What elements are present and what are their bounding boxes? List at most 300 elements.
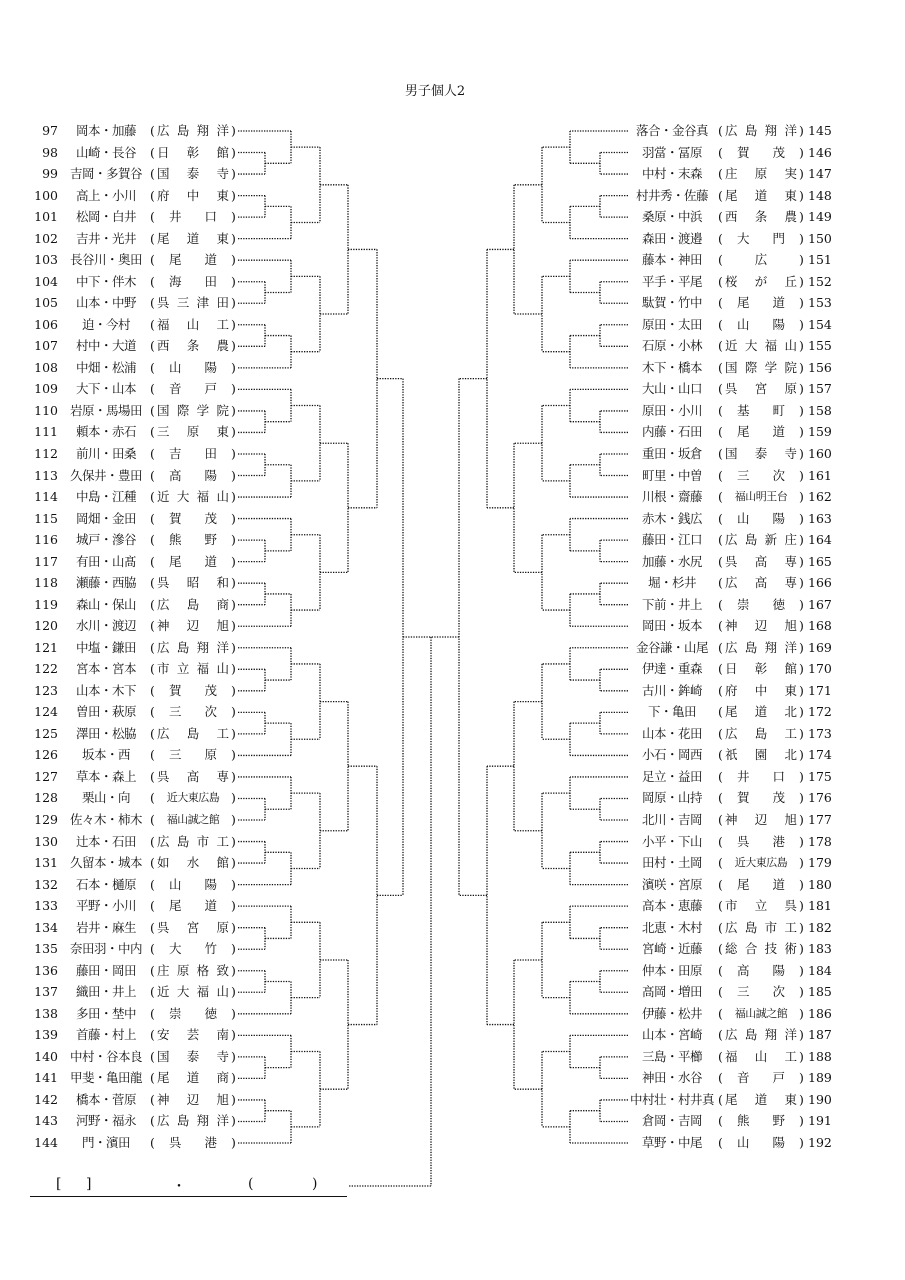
school-name-text: 近大東広島 (734, 856, 788, 870)
player-names: 仲本・田原 (641, 962, 702, 978)
entry-number: 158 (808, 402, 832, 418)
paren-open: ( (150, 1005, 155, 1021)
player-names: 水川・渡辺 (75, 618, 136, 634)
school-name-text: 広島翔洋 (725, 1027, 797, 1043)
player-names: 大山・山口 (641, 381, 702, 397)
player-names: 加藤・水尻 (641, 553, 702, 569)
school-name-text: 広島翔洋 (725, 639, 797, 655)
school-name-text: 崇徳 (737, 596, 785, 612)
school-name-text: 如水館 (157, 855, 229, 871)
paren-close: ) (231, 941, 236, 957)
entry-number: 148 (808, 187, 832, 203)
school-name-text: 尾道 (737, 295, 785, 311)
paren-close: ) (231, 1005, 236, 1021)
player-names: 山本・中野 (75, 295, 136, 311)
entry-number: 135 (34, 941, 58, 957)
paren-open: ( (718, 768, 723, 784)
paren-close: ) (231, 575, 236, 591)
paren-close: ) (799, 553, 804, 569)
entry-number: 101 (34, 209, 58, 225)
entry-number: 164 (808, 532, 832, 548)
paren-open: ( (718, 402, 723, 418)
school-name-text: 近大福山 (157, 984, 229, 1000)
entry-number: 97 (42, 123, 58, 138)
entry-number: 191 (808, 1113, 832, 1129)
player-names: 岡本・加藤 (75, 123, 136, 138)
school-name-text: 尾道 (169, 898, 217, 914)
paren-open: ( (150, 575, 155, 591)
school-name-text: 海田 (169, 273, 217, 289)
player-names: 村井秀・佐藤 (635, 187, 708, 203)
paren-close: ) (799, 532, 804, 548)
paren-close: ) (231, 682, 236, 698)
paren-open: ( (150, 661, 155, 677)
paren-open: ( (150, 855, 155, 871)
player-names: 城戸・滲谷 (75, 532, 136, 548)
school-name-text: 山陽 (169, 876, 217, 892)
player-names: 原田・太田 (641, 316, 702, 332)
paren-open: ( (718, 618, 723, 634)
paren-close: ) (799, 596, 804, 612)
school-name-text: 井口 (169, 209, 217, 225)
paren-close: ) (231, 1113, 236, 1129)
entry-number: 123 (34, 682, 58, 698)
school-name-text: 賀茂 (737, 790, 785, 806)
paren-open: ( (150, 768, 155, 784)
school-name-text: 国際学院 (157, 402, 229, 418)
paren-open: ( (718, 553, 723, 569)
player-names: 羽當・冨原 (641, 144, 702, 160)
player-names: 有田・山髙 (75, 553, 136, 569)
paren-open: ( (150, 230, 155, 246)
player-names: 坂本・西 (81, 747, 130, 763)
paren-close: ) (231, 1027, 236, 1043)
player-names: 中畑・松浦 (75, 359, 136, 375)
entry-number: 154 (808, 316, 832, 332)
paren-open: ( (150, 639, 155, 655)
player-names: 草本・森上 (75, 768, 136, 784)
paren-open: ( (150, 1113, 155, 1129)
paren-close: ) (231, 273, 236, 289)
player-names: 藤田・岡田 (75, 962, 136, 978)
entry-number: 147 (808, 166, 832, 182)
school-name-text: 三原 (169, 747, 217, 763)
school-name-text: 呉三津田 (157, 295, 229, 311)
paren-close: ) (799, 209, 804, 225)
school-name-text: 呉高専 (157, 768, 229, 784)
entry-number: 162 (808, 489, 832, 505)
entry-number: 152 (808, 273, 832, 289)
paren-close: ) (799, 618, 804, 634)
school-name-text: 福山誠之館 (166, 813, 220, 827)
paren-close: ) (799, 941, 804, 957)
player-names: 佐々木・柿木 (69, 812, 142, 828)
player-names: 大下・山本 (75, 381, 136, 397)
paren-close: ) (799, 682, 804, 698)
school-name-text: 基町 (737, 402, 785, 418)
paren-close: ) (799, 338, 804, 354)
entry-number: 125 (34, 725, 58, 741)
school-name-text: 国際学院 (725, 359, 797, 375)
player-names: 内藤・石田 (641, 424, 702, 440)
entry-number: 174 (808, 747, 832, 763)
school-name-text: 日彰館 (725, 661, 797, 677)
player-names: 奈田羽・中内 (69, 941, 142, 957)
school-name-text: 府中東 (725, 682, 797, 698)
paren-close: ) (799, 855, 804, 871)
player-names: 藤田・江口 (641, 532, 702, 548)
paren-close: ) (231, 984, 236, 1000)
school-name-text: 国泰寺 (157, 1048, 229, 1064)
player-names: 宮本・宮本 (75, 661, 136, 677)
paren-close: ) (231, 381, 236, 397)
entry-number: 130 (34, 833, 58, 849)
paren-open: ( (718, 639, 723, 655)
paren-close: ) (799, 144, 804, 160)
paren-close: ) (231, 230, 236, 246)
school-name-text: 福山明王台 (734, 490, 788, 504)
paren-open: ( (718, 252, 723, 268)
entry-number: 102 (34, 230, 58, 246)
paren-close: ) (799, 639, 804, 655)
paren-open: ( (718, 532, 723, 548)
entry-number: 103 (34, 252, 58, 268)
school-name-text: 市立福山 (157, 661, 229, 677)
entry-number: 166 (808, 575, 832, 591)
player-names: 中村壮・村井真 (629, 1091, 714, 1107)
school-name-text: 広島翔洋 (157, 639, 229, 655)
paren-open: ( (150, 402, 155, 418)
paren-close: ) (799, 166, 804, 182)
paren-close: ) (231, 424, 236, 440)
paren-open: ( (150, 489, 155, 505)
player-names: 岩原・馬場田 (69, 402, 142, 418)
entry-number: 179 (808, 855, 832, 871)
school-name-text: 福山工 (157, 316, 229, 332)
entry-number: 138 (34, 1005, 58, 1021)
winner-seed-close: ] (86, 1176, 92, 1192)
paren-close: ) (231, 1135, 236, 1150)
player-names: 長谷川・奥田 (69, 252, 142, 268)
paren-close: ) (231, 919, 236, 935)
school-name-text: 日彰館 (157, 144, 229, 160)
player-names: 久保井・豊田 (69, 467, 142, 483)
paren-close: ) (799, 187, 804, 203)
entry-number: 131 (34, 855, 58, 871)
winner-separator: ・ (172, 1179, 186, 1195)
player-names: 松岡・白井 (75, 209, 136, 225)
paren-close: ) (799, 1005, 804, 1021)
school-name-text: 賀茂 (169, 682, 217, 698)
paren-close: ) (231, 790, 236, 806)
paren-close: ) (799, 273, 804, 289)
player-names: 神田・水谷 (641, 1070, 702, 1086)
entry-number: 127 (34, 768, 58, 784)
paren-open: ( (718, 812, 723, 828)
paren-open: ( (150, 381, 155, 397)
player-names: 森田・渡邉 (641, 230, 702, 246)
entry-number: 171 (808, 682, 832, 698)
paren-close: ) (799, 1027, 804, 1043)
school-name-text: 井口 (737, 768, 785, 784)
player-names: 石原・小林 (641, 338, 702, 354)
paren-open: ( (718, 941, 723, 957)
entry-number: 118 (34, 575, 58, 591)
paren-close: ) (799, 402, 804, 418)
player-names: 北川・吉岡 (641, 812, 702, 828)
school-name-text: 高陽 (169, 467, 217, 483)
player-names: 高本・恵藤 (641, 898, 702, 914)
paren-open: ( (718, 661, 723, 677)
paren-close: ) (799, 510, 804, 526)
paren-open: ( (718, 316, 723, 332)
player-names: 下・亀田 (647, 704, 696, 720)
paren-close: ) (231, 295, 236, 311)
entry-number: 155 (808, 338, 832, 354)
paren-open: ( (718, 209, 723, 225)
entry-number: 159 (808, 424, 832, 440)
paren-open: ( (718, 704, 723, 720)
school-name-text: 桜が丘 (725, 273, 797, 289)
paren-close: ) (231, 725, 236, 741)
school-name-text: 市立呉 (725, 898, 797, 914)
entry-number: 139 (34, 1027, 58, 1043)
paren-close: ) (799, 747, 804, 763)
winner-seed-open: [ (56, 1176, 62, 1192)
paren-open: ( (718, 359, 723, 375)
school-name-text: 呉宮原 (157, 919, 229, 935)
school-name-text: 神辺旭 (157, 618, 229, 634)
entry-number: 142 (34, 1091, 58, 1107)
winner-paren-open: ( (248, 1176, 254, 1192)
school-name-text: 山陽 (737, 1135, 785, 1150)
entry-number: 177 (808, 812, 832, 828)
player-names: 頼本・赤石 (75, 424, 136, 440)
entry-number: 173 (808, 725, 832, 741)
player-names: 小平・下山 (641, 833, 702, 849)
paren-open: ( (718, 467, 723, 483)
school-name-text: 熊野 (737, 1113, 785, 1129)
paren-open: ( (150, 984, 155, 1000)
paren-close: ) (799, 1070, 804, 1086)
entry-number: 185 (808, 984, 832, 1000)
school-name-text: 呉宮原 (725, 381, 797, 397)
paren-open: ( (718, 273, 723, 289)
paren-open: ( (150, 725, 155, 741)
entry-number: 175 (808, 768, 832, 784)
paren-close: ) (799, 359, 804, 375)
paren-open: ( (150, 166, 155, 182)
school-name-text: 賀茂 (169, 510, 217, 526)
entry-number: 184 (808, 962, 832, 978)
player-names: 古川・鉾崎 (641, 682, 702, 698)
school-name-text: 広島翔洋 (157, 1113, 229, 1129)
winner-paren-close: ) (312, 1176, 318, 1192)
player-names: 前川・田桑 (75, 445, 136, 461)
school-name-text: 尾道東 (725, 1091, 797, 1107)
player-names: 澤田・松脇 (75, 725, 136, 741)
player-names: 迫・今村 (81, 316, 130, 332)
paren-close: ) (799, 962, 804, 978)
paren-open: ( (718, 898, 723, 914)
paren-open: ( (150, 467, 155, 483)
paren-close: ) (799, 252, 804, 268)
paren-open: ( (150, 812, 155, 828)
paren-open: ( (718, 123, 723, 138)
player-names: 高上・小川 (75, 187, 136, 203)
player-names: 赤木・銭広 (641, 510, 702, 526)
paren-open: ( (718, 855, 723, 871)
school-name-text: 呉港 (169, 1135, 217, 1150)
paren-close: ) (231, 359, 236, 375)
paren-open: ( (718, 1113, 723, 1129)
player-names: 瀬藤・西脇 (75, 575, 136, 591)
player-names: 村中・大道 (75, 338, 136, 354)
entry-number: 100 (34, 187, 58, 203)
school-name-text: 高陽 (737, 962, 785, 978)
paren-open: ( (150, 144, 155, 160)
entry-number: 189 (808, 1070, 832, 1086)
paren-close: ) (231, 596, 236, 612)
paren-close: ) (231, 855, 236, 871)
paren-open: ( (150, 704, 155, 720)
player-names: 高岡・増田 (641, 984, 702, 1000)
school-name-text: 吉田 (169, 445, 217, 461)
paren-close: ) (799, 661, 804, 677)
player-names: 多田・埜中 (75, 1005, 136, 1021)
player-names: 原田・小川 (641, 402, 702, 418)
paren-close: ) (231, 445, 236, 461)
winner-line (30, 1176, 347, 1197)
school-name-text: 広島商 (157, 596, 229, 612)
player-names: 石本・樋原 (75, 876, 136, 892)
paren-open: ( (718, 187, 723, 203)
paren-open: ( (150, 553, 155, 569)
paren-open: ( (718, 682, 723, 698)
paren-close: ) (799, 812, 804, 828)
paren-open: ( (150, 187, 155, 203)
paren-close: ) (799, 489, 804, 505)
paren-open: ( (150, 316, 155, 332)
paren-open: ( (150, 359, 155, 375)
entry-number: 151 (808, 252, 832, 268)
player-names: 駄賀・竹中 (641, 295, 702, 311)
entry-number: 163 (808, 510, 832, 526)
paren-open: ( (718, 1091, 723, 1107)
entry-number: 144 (34, 1135, 58, 1150)
entry-number: 133 (34, 898, 58, 914)
player-names: 岡畑・金田 (75, 510, 136, 526)
page-title: 男子個人2 (404, 84, 466, 99)
player-names: 中村・谷本良 (69, 1048, 142, 1064)
paren-close: ) (799, 898, 804, 914)
player-names: 堀・杉井 (647, 575, 696, 591)
school-name-text: 大門 (737, 230, 785, 246)
paren-close: ) (231, 618, 236, 634)
paren-close: ) (799, 1048, 804, 1064)
player-names: 門・濱田 (81, 1135, 130, 1150)
entry-number: 128 (34, 790, 58, 806)
school-name-text: 広島翔洋 (725, 123, 797, 138)
school-name-text: 尾道東 (157, 230, 229, 246)
school-name-text: 庄原格致 (157, 962, 229, 978)
player-names: 伊達・重森 (641, 661, 702, 677)
school-name-text: 音戸 (169, 381, 217, 397)
school-name-text: 尾道 (737, 876, 785, 892)
paren-open: ( (150, 445, 155, 461)
paren-close: ) (231, 402, 236, 418)
paren-open: ( (150, 919, 155, 935)
school-name-text: 広 (754, 252, 768, 268)
paren-open: ( (150, 941, 155, 957)
school-name-text: 西条農 (157, 338, 229, 354)
paren-close: ) (799, 984, 804, 1000)
entry-number: 192 (808, 1135, 832, 1150)
paren-close: ) (799, 725, 804, 741)
player-names: 田村・土岡 (641, 855, 702, 871)
player-names: 伊藤・松井 (641, 1005, 702, 1021)
player-names: 平手・平尾 (641, 273, 702, 289)
player-names: 岡原・山持 (641, 790, 702, 806)
player-names: 久留本・城本 (69, 855, 142, 871)
player-names: 藤本・神田 (641, 252, 702, 268)
entry-number: 121 (34, 639, 58, 655)
entry-number: 180 (808, 876, 832, 892)
paren-close: ) (799, 704, 804, 720)
paren-open: ( (150, 338, 155, 354)
paren-close: ) (231, 338, 236, 354)
school-name-text: 祇園北 (725, 747, 797, 763)
paren-open: ( (150, 532, 155, 548)
paren-open: ( (718, 919, 723, 935)
entry-number: 170 (808, 661, 832, 677)
entry-number: 111 (34, 424, 58, 440)
paren-open: ( (150, 1070, 155, 1086)
player-names: 栗山・向 (81, 790, 130, 806)
paren-close: ) (231, 187, 236, 203)
paren-open: ( (718, 230, 723, 246)
school-name-text: 呉昭和 (157, 575, 229, 591)
player-names: 森山・保山 (75, 596, 136, 612)
paren-open: ( (718, 489, 723, 505)
school-name-text: 大竹 (169, 941, 217, 957)
player-names: 倉岡・吉岡 (641, 1113, 702, 1129)
school-name-text: 福山工 (725, 1048, 797, 1064)
player-names: 宮崎・近藤 (641, 941, 702, 957)
school-name-text: 呉高専 (725, 553, 797, 569)
school-name-text: 崇徳 (169, 1005, 217, 1021)
paren-close: ) (231, 144, 236, 160)
player-names: 吉井・光井 (75, 230, 136, 246)
school-name-text: 山陽 (737, 316, 785, 332)
paren-open: ( (718, 295, 723, 311)
school-name-text: 広島市工 (725, 919, 797, 935)
paren-open: ( (150, 682, 155, 698)
paren-open: ( (150, 123, 155, 138)
entry-number: 119 (34, 596, 58, 612)
player-names: 山本・木下 (75, 682, 136, 698)
paren-open: ( (150, 209, 155, 225)
entry-number: 143 (34, 1113, 58, 1129)
paren-open: ( (150, 273, 155, 289)
entry-number: 172 (808, 704, 832, 720)
school-name-text: 総合技術 (725, 941, 797, 957)
entry-number: 157 (808, 381, 832, 397)
school-name-text: 尾道商 (157, 1070, 229, 1086)
entry-number: 153 (808, 295, 832, 311)
school-name-text: 賀茂 (737, 144, 785, 160)
player-names: 金谷謙・山尾 (635, 639, 708, 655)
